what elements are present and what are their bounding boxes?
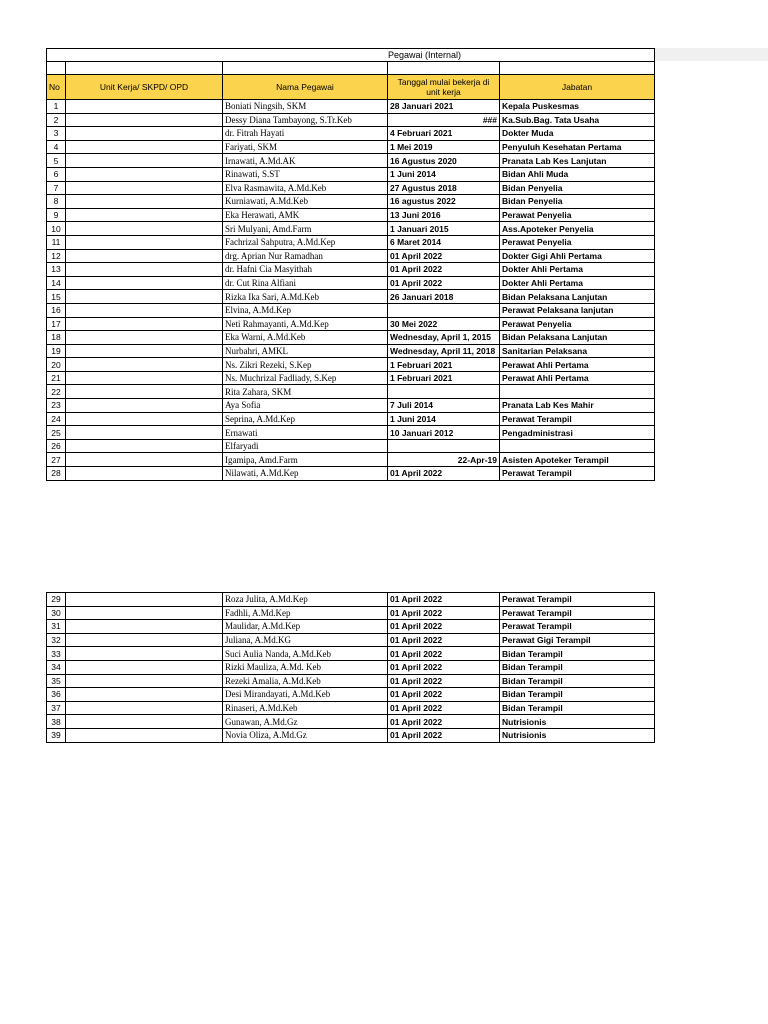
table-row	[47, 647, 655, 661]
table-row	[47, 606, 655, 620]
blank-row	[47, 62, 655, 75]
employee-name[interactable]: Nilawati, A.Md.Kep	[223, 467, 388, 481]
position[interactable]: Perawat Penyelia	[500, 235, 655, 249]
position[interactable]: Perawat Terampil	[500, 606, 655, 620]
row-number[interactable]: 28	[47, 467, 66, 481]
unit-cell[interactable]	[66, 140, 223, 154]
position[interactable]: Nutrisionis	[500, 715, 655, 729]
table-row	[47, 688, 655, 702]
employee-name[interactable]: Igamipa, Amd.Farm	[223, 453, 388, 467]
position[interactable]: Pranata Lab Kes Mahir	[500, 399, 655, 413]
table-row	[47, 633, 655, 647]
row-number[interactable]: 36	[47, 688, 66, 702]
unit-cell[interactable]	[66, 331, 223, 345]
unit-cell[interactable]	[66, 276, 223, 290]
employee-name[interactable]: Rinawati, S.ST	[223, 167, 388, 181]
table-row	[47, 100, 655, 114]
position[interactable]: Bidan Penyelia	[500, 195, 655, 209]
start-date[interactable]: 01 April 2022	[388, 276, 500, 290]
employee-name[interactable]: Ns. Muchrizal Fadliady, S.Kep	[223, 371, 388, 385]
start-date[interactable]: 1 Februari 2021	[388, 358, 500, 372]
row-number[interactable]: 20	[47, 358, 66, 372]
start-date[interactable]: 1 Juni 2014	[388, 167, 500, 181]
table-row	[47, 660, 655, 674]
row-number[interactable]: 23	[47, 399, 66, 413]
row-number[interactable]: 33	[47, 647, 66, 661]
table-row	[47, 208, 655, 222]
table-row	[47, 331, 655, 345]
table-row	[47, 140, 655, 154]
row-number[interactable]: 12	[47, 249, 66, 263]
unit-cell[interactable]	[66, 167, 223, 181]
table-row	[47, 222, 655, 236]
cell[interactable]	[47, 62, 66, 75]
unit-cell[interactable]	[66, 290, 223, 304]
start-date[interactable]: 30 Mei 2022	[388, 317, 500, 331]
employee-name[interactable]: Rezeki Amalia, A.Md.Keb	[223, 674, 388, 688]
row-number[interactable]: 29	[47, 593, 66, 607]
table-row	[47, 113, 655, 127]
employee-name[interactable]: Fachrizal Sahputra, A.Md.Kep	[223, 235, 388, 249]
start-date[interactable]: 1 Juni 2014	[388, 412, 500, 426]
row-number[interactable]: 9	[47, 208, 66, 222]
position[interactable]: Bidan Ahli Muda	[500, 167, 655, 181]
start-date[interactable]: 6 Maret 2014	[388, 235, 500, 249]
start-date[interactable]: 01 April 2022	[388, 647, 500, 661]
cell[interactable]	[66, 62, 223, 75]
start-date[interactable]: 22-Apr-19	[388, 453, 500, 467]
table-row	[47, 195, 655, 209]
employee-name[interactable]: Desi Mirandayati, A.Md.Keb	[223, 688, 388, 702]
position[interactable]: Kepala Puskesmas	[500, 100, 655, 114]
title-row	[47, 49, 655, 62]
start-date[interactable]: 01 April 2022	[388, 633, 500, 647]
table-row	[47, 620, 655, 634]
row-number[interactable]: 34	[47, 660, 66, 674]
employee-name[interactable]: Rizka Ika Sari, A.Md.Keb	[223, 290, 388, 304]
unit-cell[interactable]	[66, 647, 223, 661]
employee-table-part-2	[46, 592, 655, 743]
position[interactable]: Perawat Ahli Pertama	[500, 371, 655, 385]
table-row	[47, 154, 655, 168]
employee-name[interactable]: Elva Rasmawita, A.Md.Keb	[223, 181, 388, 195]
unit-cell[interactable]	[66, 426, 223, 440]
position[interactable]: Nutrisionis	[500, 728, 655, 742]
start-date[interactable]: 1 Januari 2015	[388, 222, 500, 236]
row-number[interactable]: 24	[47, 412, 66, 426]
table-row	[47, 439, 655, 453]
row-number[interactable]: 4	[47, 140, 66, 154]
row-number[interactable]: 10	[47, 222, 66, 236]
start-date[interactable]: 01 April 2022	[388, 467, 500, 481]
employee-name[interactable]: Boniati Ningsih, SKM	[223, 100, 388, 114]
start-date[interactable]: 01 April 2022	[388, 249, 500, 263]
start-date[interactable]: 28 Januari 2021	[388, 100, 500, 114]
row-number[interactable]: 22	[47, 385, 66, 399]
start-date[interactable]	[388, 439, 500, 453]
start-date[interactable]	[388, 385, 500, 399]
employee-name[interactable]: Aya Sofia	[223, 399, 388, 413]
unit-cell[interactable]	[66, 385, 223, 399]
unit-cell[interactable]	[66, 660, 223, 674]
unit-cell[interactable]	[66, 701, 223, 715]
position[interactable]: Bidan Terampil	[500, 660, 655, 674]
start-date[interactable]: 01 April 2022	[388, 688, 500, 702]
position[interactable]: Dokter Ahli Pertama	[500, 276, 655, 290]
start-date[interactable]: ###	[388, 113, 500, 127]
start-date[interactable]: 10 Januari 2012	[388, 426, 500, 440]
position[interactable]	[500, 385, 655, 399]
start-date[interactable]: 26 Januari 2018	[388, 290, 500, 304]
table-row	[47, 290, 655, 304]
cell[interactable]	[223, 62, 388, 75]
employee-name[interactable]: Juliana, A.Md.KG	[223, 633, 388, 647]
table-row	[47, 249, 655, 263]
start-date[interactable]: 01 April 2022	[388, 674, 500, 688]
position[interactable]: Bidan Penyelia	[500, 181, 655, 195]
table-row	[47, 167, 655, 181]
unit-cell[interactable]	[66, 154, 223, 168]
employee-name[interactable]: Kurniawati, A.Md.Keb	[223, 195, 388, 209]
employee-name[interactable]: Fariyati, SKM	[223, 140, 388, 154]
employee-name[interactable]: Ernawati	[223, 426, 388, 440]
table-row	[47, 344, 655, 358]
start-date[interactable]: 16 Agustus 2020	[388, 154, 500, 168]
unit-cell[interactable]	[66, 263, 223, 277]
header-unit[interactable]: Unit Kerja/ SKPD/ OPD	[66, 75, 223, 100]
start-date[interactable]: 13 Juni 2016	[388, 208, 500, 222]
row-number[interactable]: 3	[47, 127, 66, 141]
table-row	[47, 303, 655, 317]
employee-name[interactable]: dr. Hafni Cia Masyithah	[223, 263, 388, 277]
row-number[interactable]: 21	[47, 371, 66, 385]
employee-name[interactable]: Eka Herawati, AMK	[223, 208, 388, 222]
unit-cell[interactable]	[66, 399, 223, 413]
table-row	[47, 385, 655, 399]
start-date[interactable]: 01 April 2022	[388, 660, 500, 674]
row-number[interactable]: 2	[47, 113, 66, 127]
table-row	[47, 701, 655, 715]
unit-cell[interactable]	[66, 100, 223, 114]
header-row	[47, 75, 655, 100]
position[interactable]: Pengadministrasi	[500, 426, 655, 440]
table-row	[47, 317, 655, 331]
table-title[interactable]: Pegawai (Internal)	[47, 49, 655, 62]
row-number[interactable]: 17	[47, 317, 66, 331]
start-date[interactable]: 7 Juli 2014	[388, 399, 500, 413]
row-number[interactable]: 31	[47, 620, 66, 634]
start-date[interactable]: 01 April 2022	[388, 715, 500, 729]
unit-cell[interactable]	[66, 728, 223, 742]
start-date[interactable]: 16 agustus 2022	[388, 195, 500, 209]
unit-cell[interactable]	[66, 249, 223, 263]
table-row	[47, 453, 655, 467]
unit-cell[interactable]	[66, 467, 223, 481]
position[interactable]: Perawat Terampil	[500, 412, 655, 426]
employee-name[interactable]: Sri Mulyani, Amd.Farm	[223, 222, 388, 236]
unit-cell[interactable]	[66, 344, 223, 358]
row-number[interactable]: 11	[47, 235, 66, 249]
unit-cell[interactable]	[66, 181, 223, 195]
header-date[interactable]: Tanggal mulai bekerja di unit kerja	[388, 75, 500, 100]
employee-name[interactable]: Elfaryadi	[223, 439, 388, 453]
position[interactable]: Bidan Terampil	[500, 674, 655, 688]
cell[interactable]	[388, 62, 500, 75]
start-date[interactable]: Wednesday, April 11, 2018	[388, 344, 500, 358]
row-number[interactable]: 14	[47, 276, 66, 290]
row-number[interactable]: 16	[47, 303, 66, 317]
employee-name[interactable]: Neti Rahmayanti, A.Md.Kep	[223, 317, 388, 331]
position[interactable]: Perawat Gigi Terampil	[500, 633, 655, 647]
employee-name[interactable]: dr. Fitrah Hayati	[223, 127, 388, 141]
row-number[interactable]: 7	[47, 181, 66, 195]
unit-cell[interactable]	[66, 606, 223, 620]
start-date[interactable]: 1 Februari 2021	[388, 371, 500, 385]
table-row	[47, 426, 655, 440]
table-row	[47, 399, 655, 413]
row-number[interactable]: 37	[47, 701, 66, 715]
table-row	[47, 276, 655, 290]
cell[interactable]	[500, 62, 655, 75]
row-number[interactable]: 18	[47, 331, 66, 345]
employee-name[interactable]: Ns. Zikri Rezeki, S.Kep	[223, 358, 388, 372]
row-number[interactable]: 25	[47, 426, 66, 440]
header-job[interactable]: Jabatan	[500, 75, 655, 100]
unit-cell[interactable]	[66, 195, 223, 209]
row-number[interactable]: 32	[47, 633, 66, 647]
row-number[interactable]: 8	[47, 195, 66, 209]
row-number[interactable]: 30	[47, 606, 66, 620]
unit-cell[interactable]	[66, 674, 223, 688]
employee-name[interactable]: Irnawati, A.Md.AK	[223, 154, 388, 168]
position[interactable]: Perawat Terampil	[500, 620, 655, 634]
position[interactable]: Perawat Terampil	[500, 593, 655, 607]
unit-cell[interactable]	[66, 620, 223, 634]
unit-cell[interactable]	[66, 127, 223, 141]
start-date[interactable]: 01 April 2022	[388, 728, 500, 742]
employee-name[interactable]: Elvina, A.Md.Kep	[223, 303, 388, 317]
table-row	[47, 235, 655, 249]
start-date[interactable]: 01 April 2022	[388, 606, 500, 620]
table-row	[47, 593, 655, 607]
employee-name[interactable]: Rizki Mauliza, A.Md. Keb	[223, 660, 388, 674]
unit-cell[interactable]	[66, 317, 223, 331]
employee-name[interactable]: Eka Warni, A.Md.Keb	[223, 331, 388, 345]
position[interactable]: Sanitarian Pelaksana	[500, 344, 655, 358]
start-date[interactable]: 27 Agustus 2018	[388, 181, 500, 195]
unit-cell[interactable]	[66, 208, 223, 222]
start-date[interactable]: Wednesday, April 1, 2015	[388, 331, 500, 345]
unit-cell[interactable]	[66, 113, 223, 127]
row-number[interactable]: 1	[47, 100, 66, 114]
table-row	[47, 358, 655, 372]
position[interactable]: Dokter Muda	[500, 127, 655, 141]
unit-cell[interactable]	[66, 222, 223, 236]
employee-name[interactable]: drg. Aprian Nur Ramadhan	[223, 249, 388, 263]
start-date[interactable]	[388, 303, 500, 317]
row-number[interactable]: 35	[47, 674, 66, 688]
unit-cell[interactable]	[66, 235, 223, 249]
start-date[interactable]: 1 Mei 2019	[388, 140, 500, 154]
row-number[interactable]: 39	[47, 728, 66, 742]
start-date[interactable]: 01 April 2022	[388, 620, 500, 634]
table-row	[47, 127, 655, 141]
employee-name[interactable]: Suci Aulia Nanda, A.Md.Keb	[223, 647, 388, 661]
employee-name[interactable]: Rita Zahara, SKM	[223, 385, 388, 399]
table-row	[47, 728, 655, 742]
employee-name[interactable]: Gunawan, A.Md.Gz	[223, 715, 388, 729]
position[interactable]: Bidan Pelaksana Lanjutan	[500, 290, 655, 304]
row-number[interactable]: 38	[47, 715, 66, 729]
position[interactable]: Penyuluh Kesehatan Pertama	[500, 140, 655, 154]
employee-name[interactable]: Nurbahri, AMKL	[223, 344, 388, 358]
position[interactable]: Perawat Terampil	[500, 467, 655, 481]
employee-table-part-1	[46, 48, 655, 481]
position[interactable]: Ka.Sub.Bag. Tata Usaha	[500, 113, 655, 127]
position[interactable]: Perawat Ahli Pertama	[500, 358, 655, 372]
position[interactable]	[500, 439, 655, 453]
unit-cell[interactable]	[66, 633, 223, 647]
employee-name[interactable]: Fadhli, A.Md.Kep	[223, 606, 388, 620]
unit-cell[interactable]	[66, 439, 223, 453]
unit-cell[interactable]	[66, 453, 223, 467]
position[interactable]: Bidan Pelaksana Lanjutan	[500, 331, 655, 345]
unit-cell[interactable]	[66, 358, 223, 372]
position[interactable]: Bidan Terampil	[500, 688, 655, 702]
sheet-background-stripe	[654, 48, 768, 61]
position[interactable]: Perawat Penyelia	[500, 317, 655, 331]
employee-name[interactable]: Maulidar, A.Md.Kep	[223, 620, 388, 634]
unit-cell[interactable]	[66, 371, 223, 385]
header-name[interactable]: Nama Pegawai	[223, 75, 388, 100]
table-row	[47, 467, 655, 481]
table-row	[47, 371, 655, 385]
employee-name[interactable]: Rinaseri, A.Md.Keb	[223, 701, 388, 715]
unit-cell[interactable]	[66, 303, 223, 317]
row-number[interactable]: 26	[47, 439, 66, 453]
employee-name[interactable]: Roza Julita, A.Md.Kep	[223, 593, 388, 607]
position[interactable]: Bidan Terampil	[500, 647, 655, 661]
row-number[interactable]: 6	[47, 167, 66, 181]
unit-cell[interactable]	[66, 593, 223, 607]
table-row	[47, 715, 655, 729]
position[interactable]: Perawat Pelaksana lanjutan	[500, 303, 655, 317]
employee-name[interactable]: Dessy Diana Tambayong, S.Tr.Keb	[223, 113, 388, 127]
position[interactable]: Perawat Penyelia	[500, 208, 655, 222]
start-date[interactable]: 01 April 2022	[388, 263, 500, 277]
unit-cell[interactable]	[66, 688, 223, 702]
unit-cell[interactable]	[66, 715, 223, 729]
table-row	[47, 263, 655, 277]
position[interactable]: Dokter Ahli Pertama	[500, 263, 655, 277]
employee-name[interactable]: Novia Oliza, A.Md.Gz	[223, 728, 388, 742]
row-number[interactable]: 27	[47, 453, 66, 467]
table-row	[47, 412, 655, 426]
position[interactable]: Asisten Apoteker Terampil	[500, 453, 655, 467]
table-row	[47, 181, 655, 195]
position[interactable]: Bidan Terampil	[500, 701, 655, 715]
start-date[interactable]: 4 Februari 2021	[388, 127, 500, 141]
row-number[interactable]: 19	[47, 344, 66, 358]
position[interactable]: Dokter Gigi Ahli Pertama	[500, 249, 655, 263]
employee-name[interactable]: Seprina, A.Md.Kep	[223, 412, 388, 426]
unit-cell[interactable]	[66, 412, 223, 426]
start-date[interactable]: 01 April 2022	[388, 593, 500, 607]
position[interactable]: Pranata Lab Kes Lanjutan	[500, 154, 655, 168]
table-row	[47, 674, 655, 688]
row-number[interactable]: 15	[47, 290, 66, 304]
row-number[interactable]: 5	[47, 154, 66, 168]
employee-name[interactable]: dr. Cut Rina Alfiani	[223, 276, 388, 290]
position[interactable]: Ass.Apoteker Penyelia	[500, 222, 655, 236]
row-number[interactable]: 13	[47, 263, 66, 277]
header-no[interactable]: No	[47, 75, 66, 100]
start-date[interactable]: 01 April 2022	[388, 701, 500, 715]
